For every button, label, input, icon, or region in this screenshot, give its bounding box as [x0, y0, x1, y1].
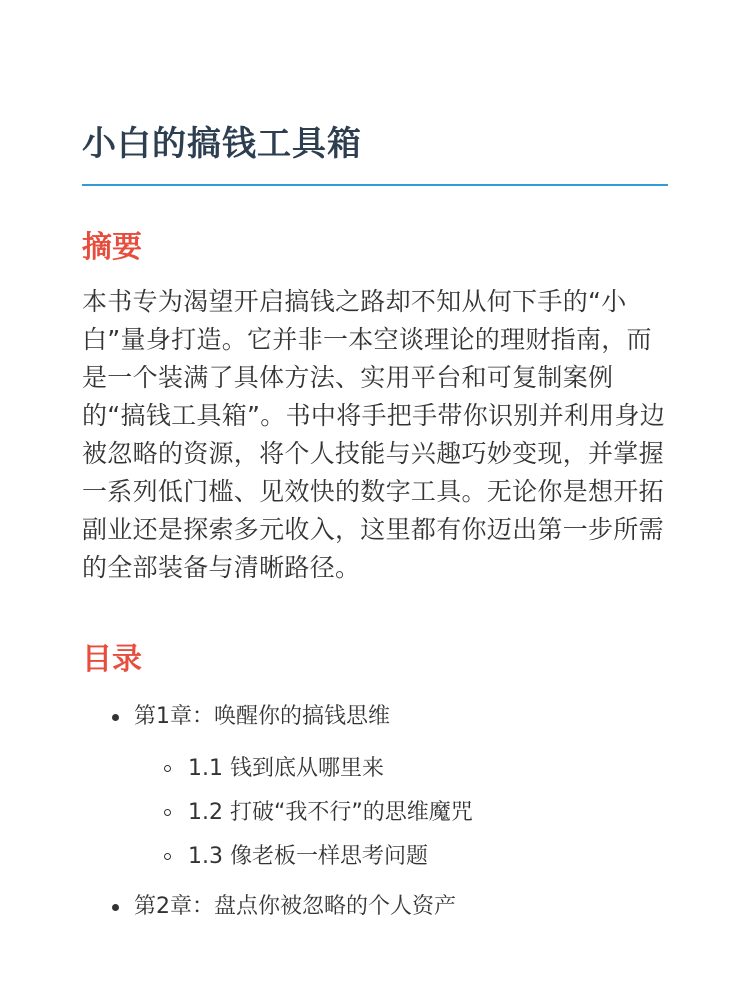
- toc-chapter-1: [82, 700, 668, 872]
- book-title: 小白的搞钱工具箱: [82, 124, 362, 164]
- toc-section-1-2: 1.2 打破“我不行”的思维魔咒: [134, 798, 668, 828]
- abstract-paragraph: 本书专为渴望开启搞钱之路却不知从何下手的“小白”量身打造。它并非一本空谈理论的理财指南，而是一个装满了具体方法、实用平台和可复制案例的“搞钱工具箱”。书中将手把手带你识别并利用身边被忽略的资源，将个人技能与兴趣巧妙变现，并掌握一系列低门槛、见效快的数字工具。无论你是想开拓副业还是探索多元收入，这里都有你迈出第一步所需的全部装备与清晰路径。: [82, 287, 666, 582]
- toc-chapter-2: [82, 890, 668, 924]
- title-divider: [82, 184, 668, 186]
- chapter-label: 第2章：盘点你被忽略的个人资产: [134, 894, 456, 919]
- toc-heading: 目录: [82, 642, 142, 677]
- chapter-label: 第1章：唤醒你的搞钱思维: [134, 704, 390, 729]
- toc-list: [82, 700, 668, 924]
- abstract-heading: 摘要: [82, 230, 142, 265]
- toc-section-1-3: 1.3 像老板一样思考问题: [134, 842, 668, 872]
- toc-section-1-1: 1.1 钱到底从哪里来: [134, 754, 668, 784]
- toc-section-list: [134, 754, 668, 872]
